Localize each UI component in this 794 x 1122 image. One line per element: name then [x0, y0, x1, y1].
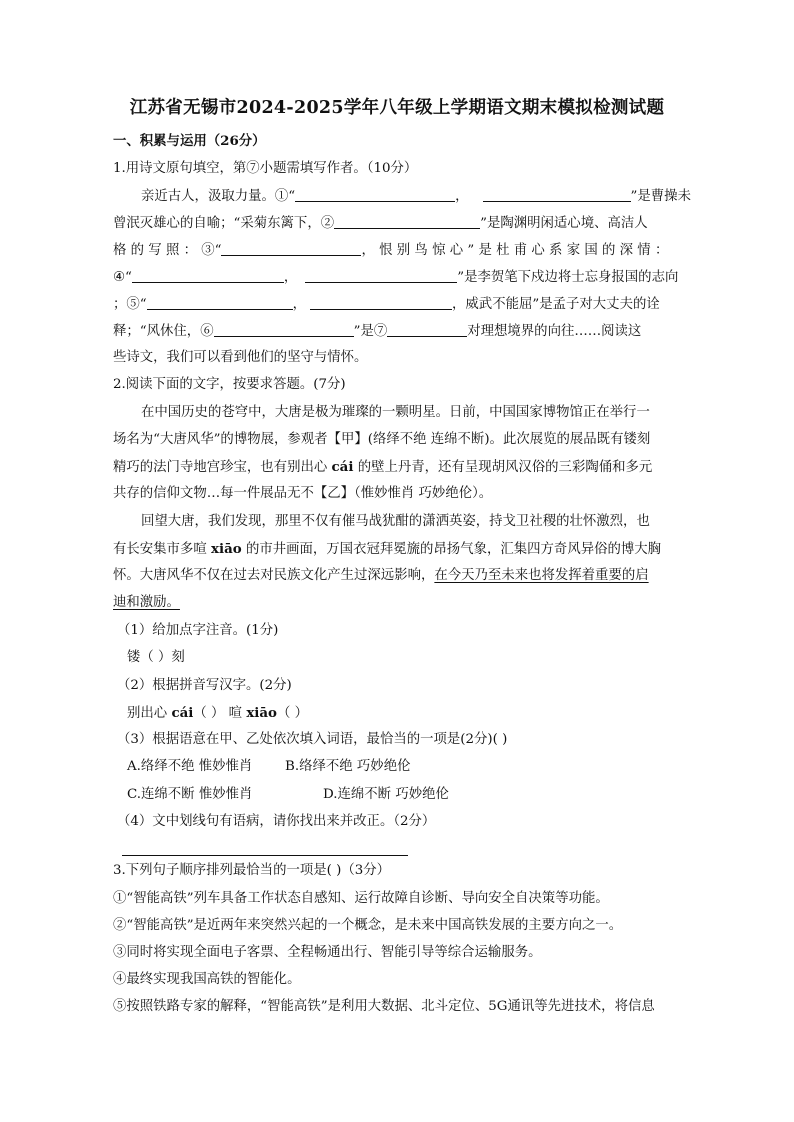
- q1-line-6: [113, 322, 641, 341]
- answer-blank[interactable]: [132, 268, 284, 283]
- section-heading: 一、积累与运用（26分）: [113, 133, 266, 149]
- option-b[interactable]: B.络绎不绝 巧妙绝伦: [285, 759, 411, 774]
- subquestion-3: （3）根据语意在甲、乙处依次填入词语，最恰当的一项是(2分)( ): [117, 732, 508, 747]
- q1-text: 格 的 写 照 ： ③“: [113, 243, 222, 258]
- q1-text: ，: [283, 270, 298, 285]
- answer-blank[interactable]: [305, 268, 457, 283]
- subquestion-text: （ ） 喧: [193, 706, 247, 721]
- q1-text: ，威武不能屈”是孟子对大丈夫的诠: [452, 297, 660, 312]
- sentence-item-2: ②“智能高铁”是近两年来突然兴起的一个概念，是未来中国高铁发展的主要方向之一。: [113, 918, 623, 933]
- answer-blank[interactable]: [221, 241, 361, 256]
- subquestion-text: （ ）: [277, 706, 309, 721]
- passage-text: 的壁上丹青，还有呈现胡风汉俗的三彩陶俑和多元: [353, 460, 653, 475]
- question-3-stem: 3.下列句子顺序排列最恰当的一项是( )（3分）: [113, 863, 391, 878]
- question-2-stem: 2.阅读下面的文字，按要求答题。(7分): [113, 377, 346, 392]
- passage-line: 回望大唐，我们发现，那里不仅有催马战犹酣的潇洒英姿，持戈卫社稷的壮怀激烈，也: [141, 514, 650, 529]
- q1-text: ”是⑦: [353, 324, 388, 339]
- q1-text: 对理想境界的向往……阅读这: [467, 324, 642, 339]
- q1-text: ；⑤“: [113, 297, 147, 312]
- answer-blank[interactable]: [483, 187, 631, 202]
- passage-text: 有长安集市多喧: [113, 542, 211, 557]
- pinyin-hint: cái: [331, 459, 354, 475]
- sentence-item-3: ③同时将实现全面电子客票、全程畅通出行、智能引导等综合运输服务。: [113, 945, 542, 960]
- passage-line: 共存的信仰文物…每一件展品无不【乙】（惟妙惟肖 巧妙绝伦）。: [113, 486, 493, 501]
- question-1-stem: 1.用诗文原句填空，第⑦小题需填写作者。（10分）: [113, 161, 418, 176]
- subquestion-1: （1）给加点字注音。(1分): [117, 623, 279, 638]
- passage-line: [113, 594, 180, 612]
- passage-line: [113, 458, 652, 477]
- option-a[interactable]: A.络绎不绝 惟妙惟肖: [127, 759, 253, 774]
- underlined-sentence: 迪和激励。: [113, 595, 180, 610]
- answer-blank[interactable]: [214, 322, 354, 337]
- q1-text: 亲近古人，汲取力量。①“: [141, 189, 296, 204]
- pinyin-hint: cái: [171, 705, 194, 721]
- q1-line-3: [113, 241, 668, 260]
- answer-line[interactable]: [122, 855, 408, 856]
- subquestion-1-item: 镂（ ）刻: [127, 650, 185, 665]
- passage-line: 场名为“大唐风华”的博物展，参观者【甲】(络绎不绝 连绵不断)。此次展览的展品既有镂刻: [113, 432, 651, 447]
- passage-text: 怀。大唐风华不仅在过去对民族文化产生过深远影响，: [113, 568, 435, 583]
- sentence-item-5: ⑤按照铁路专家的解释，“智能高铁”是利用大数据、北斗定位、5G通讯等先进技术，将信息: [113, 999, 655, 1014]
- q1-line-7: 些诗文，我们可以看到他们的坚守与情怀。: [113, 350, 368, 365]
- q1-text: ，: [292, 297, 307, 312]
- q1-line-5: [113, 295, 660, 314]
- q1-text: 释；“风休住，⑥: [113, 324, 214, 339]
- q1-text: ”是李贺笔下戍边将士忘身报国的志向: [457, 270, 679, 285]
- pinyin-hint: xiāo: [246, 705, 277, 721]
- q1-line-4: [113, 268, 678, 287]
- sentence-item-1: ①“智能高铁”列车具备工作状态自感知、运行故障自诊断、导向安全自决策等功能。: [113, 891, 609, 906]
- q1-text: 曾泯灭雄心的自喻；“采菊东篱下，②: [113, 216, 335, 231]
- subquestion-2-item: [127, 704, 308, 723]
- q1-text: ，: [455, 189, 469, 204]
- q1-line-1: [141, 187, 691, 206]
- q1-line-2: [113, 214, 648, 233]
- answer-blank[interactable]: [334, 214, 480, 229]
- q1-text: ”是曹操未: [630, 189, 691, 204]
- option-c[interactable]: C.连绵不断 惟妙惟肖: [127, 787, 253, 802]
- passage-text: 的市井画面，万国衣冠拜冕旒的昂扬气象，汇集四方奇风异俗的博大胸: [241, 542, 662, 557]
- option-d[interactable]: D.连绵不断 巧妙绝伦: [323, 787, 449, 802]
- sentence-item-4: ④最终实现我国高铁的智能化。: [113, 972, 301, 987]
- subquestion-2: （2）根据拼音写汉字。(2分): [117, 678, 292, 693]
- answer-blank[interactable]: [387, 322, 467, 337]
- pinyin-hint: xiāo: [211, 541, 242, 557]
- answer-blank[interactable]: [295, 187, 455, 202]
- subquestion-4: （4）文中划线句有语病，请你找出来并改正。（2分）: [117, 814, 436, 829]
- passage-line: 在中国历史的苍穹中，大唐是极为璀璨的一颗明星。日前，中国国家博物馆正在举行一: [141, 405, 650, 420]
- page-title: 江苏省无锡市2024-2025学年八年级上学期语文期末模拟检测试题: [129, 98, 665, 118]
- q1-text: ”是陶渊明闲适心境、高洁人: [480, 216, 648, 231]
- passage-line: [113, 540, 661, 559]
- passage-line: [113, 567, 649, 585]
- answer-blank[interactable]: [310, 295, 452, 310]
- passage-text: 精巧的法门寺地宫珍宝，也有别出心: [113, 460, 332, 475]
- subquestion-text: 别出心: [127, 706, 172, 721]
- answer-blank[interactable]: [147, 295, 293, 310]
- q1-text: ④“: [113, 270, 132, 285]
- underlined-sentence: 在今天乃至未来也将发挥着重要的启: [434, 568, 649, 583]
- q1-text: ， 恨 别 鸟 惊 心 ” 是 杜 甫 心 系 家 国 的 深 情 ：: [361, 243, 669, 258]
